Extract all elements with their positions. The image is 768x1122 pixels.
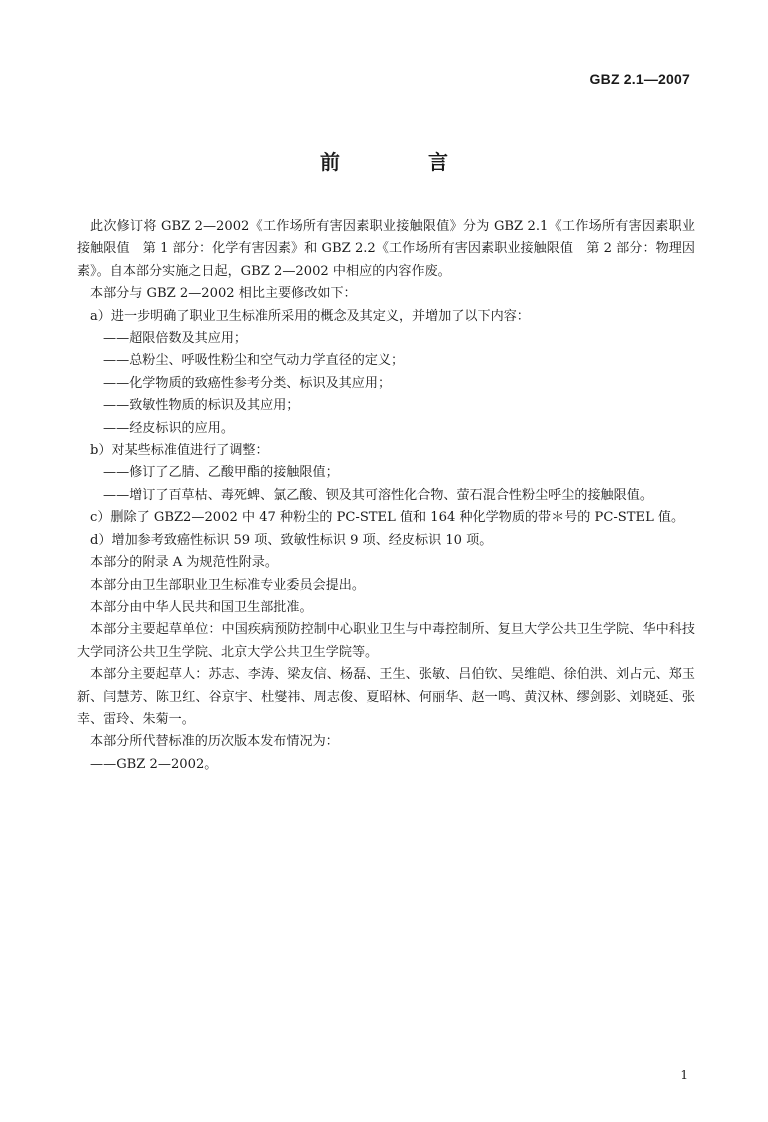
change-item-c: c）删除了 GBZ2—2002 中 47 种粉尘的 PC-STEL 值和 164 种化学物质的带＊号的 PC-STEL 值。 [90,510,685,526]
sub-item: ——致敏性物质的标识及其应用； [103,398,300,414]
change-item-d: d）增加参考致癌性标识 59 项、致敏性标识 9 项、经皮标识 10 项。 [90,532,493,548]
sub-item: ——总粉尘、呼吸性粉尘和空气动力学直径的定义； [103,353,405,369]
superseded-intro: 本部分所代替标准的历次版本发布情况为： [90,734,339,750]
standard-code: GBZ 2.1—2007 [589,71,690,87]
appendix-note: 本部分的附录 A 为规范性附录。 [90,555,278,571]
sub-item: ——修订了乙腈、乙酸甲酯的接触限值； [103,465,339,481]
page-title: 前 言 [320,150,482,174]
page-number: 1 [680,1068,688,1082]
drafters: 本部分主要起草人：苏志、李涛、梁友信、杨磊、王生、张敏、吕伯钦、吴维皑、徐伯洪、刘占元、郑玉新、闫慧芳、陈卫红、谷京宇、杜燮祎、周志俊、夏昭林、何丽华、赵一鸣、黄汉林、缪剑影、刘晓延、张幸、雷玲、朱菊一。 [77,667,695,727]
sub-item: ——超限倍数及其应用； [103,331,248,347]
approver-note: 本部分由中华人民共和国卫生部批准。 [90,599,313,615]
sub-item: ——化学物质的致癌性参考分类、标识及其应用； [103,375,392,391]
proposer-note: 本部分由卫生部职业卫生标准专业委员会提出。 [90,577,365,593]
change-item-a: a）进一步明确了职业卫生标准所采用的概念及其定义，并增加了以下内容： [90,308,530,324]
foreword-body [77,216,695,776]
sub-item: ——经皮标识的应用。 [103,420,234,436]
drafting-units: 本部分主要起草单位：中国疾病预防控制中心职业卫生与中毒控制所、复旦大学公共卫生学院、华中科技大学同济公共卫生学院、北京大学公共卫生学院等。 [77,622,695,660]
superseded-item: ——GBZ 2—2002。 [90,756,218,772]
intro-paragraph: 此次修订将 GBZ 2—2002《工作场所有害因素职业接触限值》分为 GBZ 2.1《工作场所有害因素职业接触限值 第 1 部分：化学有害因素》和 GBZ 2.2《工作场所有害因素职业接触限值 第 2 部分：物理因素》。自本部分实施之日起，GBZ 2—2002 中相应的内容作废。 [77,219,695,279]
change-item-b: b）对某些标准值进行了调整： [90,443,269,459]
changes-intro: 本部分与 GBZ 2—2002 相比主要修改如下： [90,286,357,302]
sub-item: ——增订了百草枯、毒死蜱、氯乙酸、钡及其可溶性化合物、萤石混合性粉尘呼尘的接触限值。 [103,487,653,503]
